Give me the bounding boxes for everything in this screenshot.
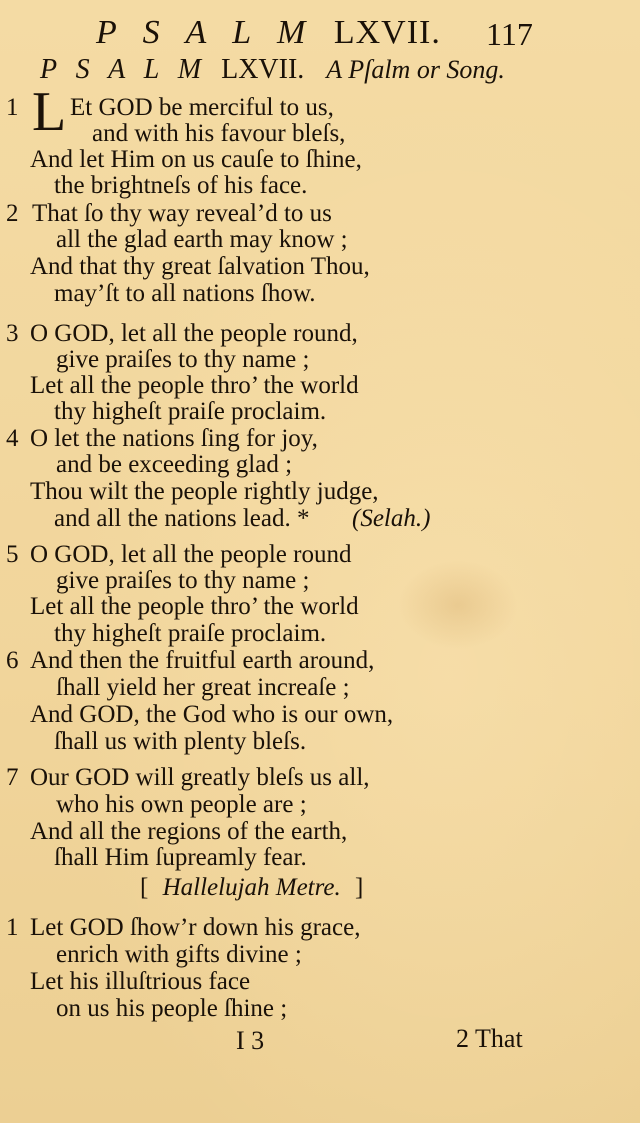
title-number: LXVII.	[221, 54, 305, 85]
verse-line: give praiſes to thy name ;	[56, 346, 310, 373]
verse-line: O GOD, let all the people round	[30, 541, 352, 568]
paper-stain	[398, 560, 518, 650]
catchword: 2 That	[456, 1024, 523, 1053]
verse-line: all the glad earth may know ;	[56, 226, 348, 253]
title-psalm: P S A L M	[40, 54, 208, 85]
verse-number: 5	[6, 541, 19, 568]
signature-mark: I 3	[236, 1026, 265, 1055]
verse-line: ſhall Him ſupreamly fear.	[54, 844, 307, 871]
verse-line: on us his people ſhine ;	[56, 995, 288, 1022]
running-head	[96, 14, 441, 52]
verse-line: give praiſes to thy name ;	[56, 567, 310, 594]
running-head-psalm: P S A L M	[96, 14, 315, 51]
verse-line: O GOD, let all the people round,	[30, 320, 358, 347]
verse-line: thy higheſt praiſe proclaim.	[54, 398, 327, 425]
verse-line: may’ſt to all nations ſhow.	[54, 280, 316, 307]
verse-line: And that thy great ſalvation Thou,	[30, 253, 370, 280]
verse-line: and be exceeding glad ;	[56, 451, 293, 478]
verse-number: 6	[6, 647, 19, 674]
metre-text: Hallelujah Metre.	[162, 874, 341, 901]
verse-line: Et GOD be merciful to us,	[70, 94, 334, 121]
metre-bracket-open: [	[140, 874, 149, 901]
metre-heading	[140, 874, 363, 902]
verse-line: And all the regions of the earth,	[30, 818, 348, 845]
verse-number: 7	[6, 764, 19, 791]
verse-line: That ſo thy way reveal’d to us	[32, 200, 332, 227]
verse-line: Let all the people thro’ the world	[30, 372, 359, 399]
running-head-number: LXVII.	[333, 14, 441, 51]
verse-line: Let all the people thro’ the world	[30, 593, 359, 620]
verse-line: and all the nations lead. *	[54, 505, 310, 532]
verse-line: And GOD, the God who is our own,	[30, 701, 394, 728]
selah-note: (Selah.)	[352, 505, 431, 532]
verse-line: Let his illuſtrious face	[30, 968, 251, 995]
verse-line: enrich with gifts divine ;	[56, 941, 302, 968]
title-subtitle: A Pſalm or Song.	[326, 55, 505, 84]
verse-line: Let GOD ſhow’r down his grace,	[30, 914, 361, 941]
verse-number: 4	[6, 425, 19, 452]
verse-line: and with his favour bleſs,	[92, 120, 346, 147]
verse-line: who his own people are ;	[56, 791, 307, 818]
verse-number: 2	[6, 200, 19, 227]
verse-line: O let the nations ſing for joy,	[30, 425, 318, 452]
verse-number: 1	[6, 914, 19, 941]
page-number: 117	[486, 16, 533, 52]
verse-line: thy higheſt praiſe proclaim.	[54, 620, 327, 647]
verse-line: And let Him on us cauſe to ſhine,	[30, 146, 362, 173]
drop-cap: L	[32, 81, 67, 143]
verse-line: the brightneſs of his face.	[54, 172, 308, 199]
verse-number: 3	[6, 320, 19, 347]
psalm-title	[40, 54, 505, 86]
verse-line: ſhall yield her great increaſe ;	[56, 674, 350, 701]
verse-line: Thou wilt the people rightly judge,	[30, 478, 379, 505]
metre-bracket-close: ]	[355, 874, 364, 901]
verse-line: ſhall us with plenty bleſs.	[54, 728, 307, 755]
verse-number: 1	[6, 94, 19, 121]
verse-line: Our GOD will greatly bleſs us all,	[30, 764, 370, 791]
verse-line: And then the fruitful earth around,	[30, 647, 375, 674]
